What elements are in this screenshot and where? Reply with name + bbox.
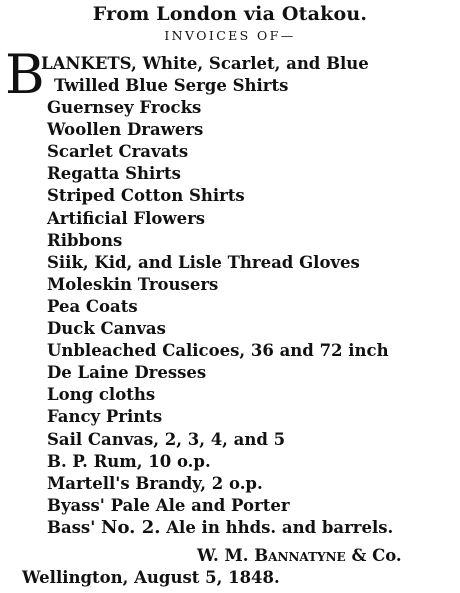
signature-company: & Co. [351, 546, 402, 565]
last-item-prefix: Bass' [47, 517, 96, 537]
signature [197, 545, 402, 567]
list-item: Sail Canvas, 2, 3, 4, and 5 [47, 429, 286, 449]
list-item: Moleskin Trousers [47, 274, 219, 294]
subheadline: INVOICES OF— [164, 28, 296, 43]
dateline: Wellington, August 5, 1848. [22, 568, 280, 587]
headline: From London via Otakou. [92, 3, 368, 25]
list-item: Scarlet Cravats [47, 142, 189, 162]
list-item: B. P. Rum, 10 o.p. [47, 451, 211, 471]
list-item: Duck Canvas [47, 319, 166, 339]
list-item: Artificial Flowers [47, 208, 206, 228]
list-item: Ribbons [47, 230, 123, 250]
list-item: Martell's Brandy, 2 o.p. [47, 473, 263, 493]
last-item-suffix: Ale in hhds. and barrels. [166, 517, 394, 537]
list-item: Pea Coats [47, 296, 138, 316]
list-item: Regatta Shirts [47, 164, 181, 184]
list-item: Siik, Kid, and Lisle Thread Gloves [47, 252, 360, 272]
item-list [0, 75, 460, 539]
signature-initials: W. M. [197, 546, 249, 565]
list-item: Unbleached Calicoes, 36 and 72 inch [47, 341, 389, 361]
drop-cap: B [5, 43, 45, 106]
list-item: Woollen Drawers [47, 120, 204, 140]
list-item: Twilled Blue Serge Shirts [54, 76, 289, 95]
list-item: Fancy Prints [47, 407, 163, 427]
list-item: Byass' Pale Ale and Porter [47, 495, 290, 515]
list-item: Striped Cotton Shirts [47, 186, 245, 206]
list-item: Long cloths [47, 385, 156, 405]
list-item: Guernsey Frocks [47, 98, 202, 118]
list-item: De Laine Dresses [47, 363, 207, 383]
first-item-line: LANKETS, White, Scarlet, and Blue [41, 54, 369, 73]
last-item-emphasis: No. 2. [101, 516, 161, 538]
last-list-item [0, 517, 460, 539]
signature-surname: Bannatyne [254, 546, 346, 565]
